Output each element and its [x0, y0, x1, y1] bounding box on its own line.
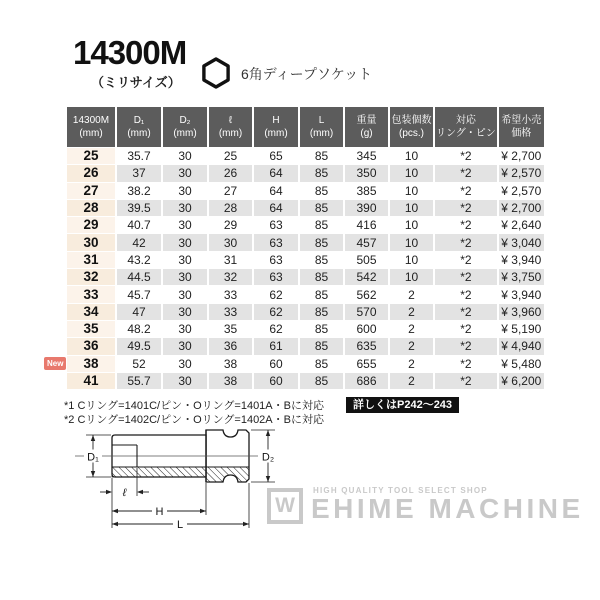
table-cell: *2: [435, 356, 497, 372]
table-cell: ¥ 6,200: [499, 373, 544, 389]
column-header: D₁ (mm): [117, 107, 161, 147]
table-cell: 30: [163, 321, 207, 337]
table-cell: 10: [390, 200, 433, 216]
table-cell: 2: [390, 321, 433, 337]
table-cell: 10: [390, 165, 433, 181]
table-cell: ¥ 4,940: [499, 338, 544, 354]
dim-label-ell: ℓ: [122, 487, 127, 499]
cell-model-size: 26: [67, 165, 115, 181]
dim-label-d1: D₁: [87, 451, 99, 464]
table-cell: 48.2: [117, 321, 161, 337]
table-cell: 30: [163, 217, 207, 233]
section-hatch-drive-end: [206, 467, 249, 482]
table-cell: 28: [209, 200, 252, 216]
cell-model-size: 28: [67, 200, 115, 216]
table-cell: *2: [435, 217, 497, 233]
table-cell: ¥ 5,190: [499, 321, 544, 337]
table-cell: 25: [209, 148, 252, 164]
cell-model-size: 38: [67, 356, 115, 372]
table-cell: ¥ 3,750: [499, 269, 544, 285]
footnote-1: *1 Cリング=1401C/ピン・Oリング=1401A・Bに対応: [64, 400, 324, 412]
size-note: （ミリサイズ）: [91, 75, 181, 90]
table-cell: *2: [435, 321, 497, 337]
table-cell: 385: [345, 183, 388, 199]
table-cell: 64: [254, 200, 298, 216]
table-cell: 85: [300, 304, 343, 320]
header-row: [67, 107, 544, 147]
cell-model-size: 30: [67, 234, 115, 250]
dim-label-l: L: [176, 519, 184, 531]
table-cell: 33: [209, 286, 252, 302]
table-cell: *2: [435, 148, 497, 164]
table-cell: 2: [390, 373, 433, 389]
column-header: 包装個数 (pcs.): [390, 107, 433, 147]
table-cell: 600: [345, 321, 388, 337]
table-cell: 64: [254, 165, 298, 181]
table-cell: *2: [435, 338, 497, 354]
table-cell: ¥ 3,960: [499, 304, 544, 320]
table-cell: *2: [435, 373, 497, 389]
table-row: [67, 269, 544, 285]
table-cell: 35: [209, 321, 252, 337]
table-cell: 10: [390, 148, 433, 164]
table-row: [67, 338, 544, 354]
table-row: [67, 286, 544, 302]
table-cell: 37: [117, 165, 161, 181]
column-header: 対応 リング・ピン: [435, 107, 497, 147]
table-cell: 2: [390, 286, 433, 302]
table-cell: 43.2: [117, 252, 161, 268]
table-cell: 30: [163, 183, 207, 199]
section-hatch-body: [112, 467, 206, 477]
table-cell: 30: [163, 252, 207, 268]
socket-dimension-drawing: [70, 425, 285, 535]
table-cell: 31: [209, 252, 252, 268]
table-cell: 62: [254, 304, 298, 320]
table-cell: 45.7: [117, 286, 161, 302]
table-cell: 30: [163, 234, 207, 250]
table-cell: 570: [345, 304, 388, 320]
table-cell: ¥ 2,640: [499, 217, 544, 233]
table-cell: 345: [345, 148, 388, 164]
table-cell: 55.7: [117, 373, 161, 389]
table-cell: *2: [435, 200, 497, 216]
table-cell: 42: [117, 234, 161, 250]
new-badge: New: [44, 357, 66, 370]
column-header: H (mm): [254, 107, 298, 147]
table-cell: 62: [254, 286, 298, 302]
table-cell: *2: [435, 183, 497, 199]
cell-model-size: 35: [67, 321, 115, 337]
table-cell: 10: [390, 183, 433, 199]
table-cell: 65: [254, 148, 298, 164]
table-cell: 33: [209, 304, 252, 320]
table-cell: 390: [345, 200, 388, 216]
table-cell: ¥ 3,940: [499, 252, 544, 268]
table-cell: *2: [435, 252, 497, 268]
table-cell: 30: [163, 338, 207, 354]
dim-label-h: H: [155, 506, 164, 518]
table-cell: 686: [345, 373, 388, 389]
table-row: [67, 252, 544, 268]
table-cell: *2: [435, 234, 497, 250]
table-cell: *2: [435, 269, 497, 285]
shop-logo-mark-icon: W: [267, 488, 303, 524]
shop-logo-name: EHIME MACHINE: [311, 493, 584, 524]
table-cell: 30: [163, 356, 207, 372]
table-cell: 63: [254, 269, 298, 285]
table-cell: 562: [345, 286, 388, 302]
table-cell: 30: [163, 373, 207, 389]
table-cell: 85: [300, 252, 343, 268]
table-cell: 457: [345, 234, 388, 250]
table-row: [67, 165, 544, 181]
table-cell: 63: [254, 234, 298, 250]
table-cell: 10: [390, 252, 433, 268]
column-header: D₂ (mm): [163, 107, 207, 147]
table-cell: 85: [300, 200, 343, 216]
table-cell: 655: [345, 356, 388, 372]
table-cell: 62: [254, 321, 298, 337]
table-cell: 64: [254, 183, 298, 199]
table-cell: 85: [300, 217, 343, 233]
table-cell: 2: [390, 304, 433, 320]
table-cell: 30: [163, 304, 207, 320]
table-cell: 30: [209, 234, 252, 250]
table-cell: 85: [300, 165, 343, 181]
table-row: [67, 373, 544, 389]
table-cell: 49.5: [117, 338, 161, 354]
table-cell: 30: [163, 148, 207, 164]
table-cell: 30: [163, 269, 207, 285]
cell-model-size: 34: [67, 304, 115, 320]
table-cell: 10: [390, 234, 433, 250]
table-cell: 38: [209, 356, 252, 372]
table-cell: 30: [163, 286, 207, 302]
table-row: [67, 234, 544, 250]
table-cell: 38: [209, 373, 252, 389]
column-header: 希望小売 価格: [499, 107, 544, 147]
table-cell: 38.2: [117, 183, 161, 199]
table-cell: 63: [254, 217, 298, 233]
table-cell: 63: [254, 252, 298, 268]
table-row: [67, 183, 544, 199]
category-label: 6角ディープソケット: [241, 66, 373, 82]
table-cell: ¥ 2,700: [499, 200, 544, 216]
table-cell: 85: [300, 356, 343, 372]
table-cell: 44.5: [117, 269, 161, 285]
table-cell: 416: [345, 217, 388, 233]
table-cell: 85: [300, 183, 343, 199]
table-cell: 40.7: [117, 217, 161, 233]
table-cell: 85: [300, 269, 343, 285]
table-row: [67, 321, 544, 337]
footnote-2: *2 Cリング=1402C/ピン・Oリング=1402A・Bに対応: [64, 414, 324, 426]
table-cell: 85: [300, 321, 343, 337]
table-body: [67, 148, 544, 389]
column-header: 重量 (g): [345, 107, 388, 147]
cell-model-size: 41: [67, 373, 115, 389]
page-title: 14300M: [73, 34, 187, 71]
table-cell: 52: [117, 356, 161, 372]
cell-model-size: 29: [67, 217, 115, 233]
table-cell: 85: [300, 373, 343, 389]
cell-model-size: 36: [67, 338, 115, 354]
table-cell: 2: [390, 338, 433, 354]
table-cell: 542: [345, 269, 388, 285]
table-cell: 30: [163, 200, 207, 216]
table-cell: 32: [209, 269, 252, 285]
column-header: ℓ (mm): [209, 107, 252, 147]
table-cell: ¥ 2,570: [499, 165, 544, 181]
table-cell: 26: [209, 165, 252, 181]
cell-model-size: 27: [67, 183, 115, 199]
table-row: [67, 217, 544, 233]
table-row: [67, 356, 544, 372]
table-cell: 350: [345, 165, 388, 181]
table-cell: 39.5: [117, 200, 161, 216]
table-cell: 10: [390, 217, 433, 233]
table-cell: 85: [300, 286, 343, 302]
table-cell: 61: [254, 338, 298, 354]
table-cell: ¥ 2,570: [499, 183, 544, 199]
cell-model-size: 33: [67, 286, 115, 302]
table-cell: 505: [345, 252, 388, 268]
table-row: [67, 148, 544, 164]
table-cell: 47: [117, 304, 161, 320]
column-header: L (mm): [300, 107, 343, 147]
spec-table: [65, 106, 546, 390]
table-cell: 85: [300, 338, 343, 354]
table-cell: ¥ 3,040: [499, 234, 544, 250]
table-row: [67, 304, 544, 320]
table-cell: *2: [435, 165, 497, 181]
detail-reference-badge: 詳しくはP242～243: [346, 397, 459, 413]
cell-model-size: 25: [67, 148, 115, 164]
table-cell: 10: [390, 269, 433, 285]
table-cell: 27: [209, 183, 252, 199]
table-cell: 36: [209, 338, 252, 354]
table-cell: 60: [254, 373, 298, 389]
table-cell: 29: [209, 217, 252, 233]
table-cell: ¥ 5,480: [499, 356, 544, 372]
table-cell: 30: [163, 165, 207, 181]
table-cell: 635: [345, 338, 388, 354]
column-header: 14300M (mm): [67, 107, 115, 147]
table-header-row: [67, 107, 544, 147]
table-cell: 85: [300, 234, 343, 250]
table-cell: 60: [254, 356, 298, 372]
table-cell: 2: [390, 356, 433, 372]
table-cell: ¥ 3,940: [499, 286, 544, 302]
table-cell: ¥ 2,700: [499, 148, 544, 164]
table-row: [67, 200, 544, 216]
table-cell: 85: [300, 148, 343, 164]
table-cell: 35.7: [117, 148, 161, 164]
hex-socket-icon: [199, 56, 233, 90]
shop-tagline: HIGH QUALITY TOOL SELECT SHOP: [313, 486, 488, 495]
table-cell: *2: [435, 304, 497, 320]
dim-label-d2: D₂: [261, 451, 275, 464]
table-cell: *2: [435, 286, 497, 302]
cell-model-size: 32: [67, 269, 115, 285]
cell-model-size: 31: [67, 252, 115, 268]
